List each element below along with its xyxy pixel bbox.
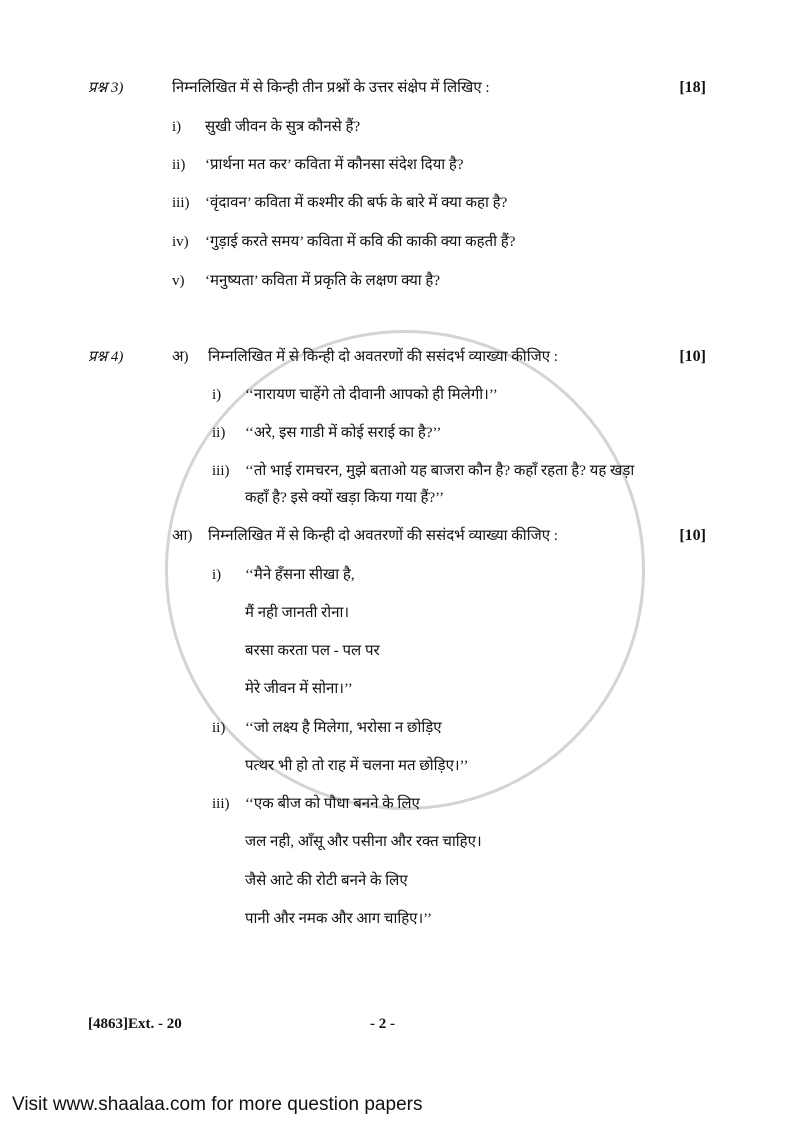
q4b-item-continuation [88,757,706,775]
q3-item-num: v) [172,273,185,289]
q3-item [88,156,706,174]
q4a-item [88,462,706,480]
q4b-marks: [10] [679,527,706,544]
q3-instruction: निम्नलिखित में से किन्ही तीन प्रश्नों के उत्तर संक्षेप में लिखिए : [172,80,490,96]
q4a-item-line: कहाँ है? इसे क्यों खड़ा किया गया हैं?’’ [245,490,445,506]
q3-item-text: ‘मनुष्यता’ कविता में प्रकृति के लक्षण क्या है? [205,273,441,289]
q4b-item-line: मैं नही जानती रोना। [245,605,350,621]
q3-item-num: iv) [172,234,189,250]
q4b-item [88,566,706,584]
paper-code: [4863]Ext. - 20 [88,1016,182,1032]
q4b-instruction: निम्नलिखित में से किन्ही दो अवतरणों की ससंदर्भ व्याख्या कीजिए : [208,528,558,544]
q4b-header [88,527,706,545]
q4b-item-line: ‘‘जो लक्ष्य है मिलेगा, भरोसा न छोड़िए [245,720,442,736]
q4a-item [88,386,706,404]
q4a-item-num: i) [212,387,222,403]
q4b-item-continuation [88,833,706,851]
q3-item [88,118,706,136]
q4b-item-line: ‘‘एक बीज को पौधा बनने के लिए [245,796,420,812]
q4b-item-continuation [88,604,706,622]
q4a-header [88,348,706,366]
q4a-item-line: ‘‘तो भाई रामचरन, मुझे बताओ यह बाजरा कौन है? कहाँ रहता है? यह खड़ा [245,463,635,479]
q3-item-text: ‘गुड़ाई करते समय’ कविता में कवि की काकी क्या कहती हैं? [205,234,516,250]
q4a-item-line: ‘‘अरे, इस गाडी में कोई सराई का है?’’ [245,425,442,441]
q4b-item [88,795,706,813]
shaalaa-banner-link[interactable]: Visit www.shaalaa.com for more question papers [12,1094,423,1115]
q4b-num: आ) [172,528,193,544]
q4-label: प्रश्न 4) [88,349,124,365]
q4a-item-num: iii) [212,463,230,479]
q4b-item-num: ii) [212,720,226,736]
q3-item-text: ‘वृंदावन’ कविता में कश्मीर की बर्फ के बारे में क्या कहा है? [205,195,508,211]
question-page [88,79,706,928]
q4b-item-line: जैसे आटे की रोटी बनने के लिए [245,873,408,889]
q3-marks: [18] [679,79,706,96]
q4b-item-continuation [88,910,706,928]
q3-label: प्रश्न 3) [88,80,124,96]
q4a-item [88,424,706,442]
q3-item-text: सुखी जीवन के सुत्र कौनसे हैं? [205,119,361,135]
q3-item-num: ii) [172,157,186,173]
q3-item [88,272,706,290]
q4b-item-line: बरसा करता पल - पल पर [245,643,380,659]
q4a-marks: [10] [679,348,706,365]
q4b-item-num: iii) [212,796,230,812]
q4b-item-line: पत्थर भी हो तो राह में चलना मत छोड़िए।’’ [245,758,469,774]
q4a-item-line: ‘‘नारायण चाहेंगे तो दीवानी आपको ही मिलेगी।’’ [245,387,498,403]
q4b-item-continuation [88,680,706,698]
q3-header [88,79,706,97]
q4b-item-line: पानी और नमक और आग चाहिए।’’ [245,911,433,927]
q4a-item-continuation [88,489,706,507]
q4b-item-line: मेरे जीवन में सोना।’’ [245,681,353,697]
q4b-item-continuation [88,872,706,890]
q3-item-text: ‘प्रार्थना मत कर’ कविता में कौनसा संदेश दिया है? [205,157,464,173]
q4a-num: अ) [172,349,189,365]
q3-item [88,194,706,212]
q4b-item [88,719,706,737]
q3-item-num: iii) [172,195,190,211]
q4a-item-num: ii) [212,425,226,441]
q4b-item-line: जल नही, आँसू और पसीना और रक्त चाहिए। [245,834,482,850]
q3-item-num: i) [172,119,182,135]
q4b-item-continuation [88,642,706,660]
page-number: - 2 - [370,1016,395,1032]
q4a-instruction: निम्नलिखित में से किन्ही दो अवतरणों की ससंदर्भ व्याख्या कीजिए : [208,349,558,365]
q3-item [88,233,706,251]
q4b-item-num: i) [212,567,222,583]
q4b-item-line: ‘‘मैने हँसना सीखा है, [245,567,355,583]
